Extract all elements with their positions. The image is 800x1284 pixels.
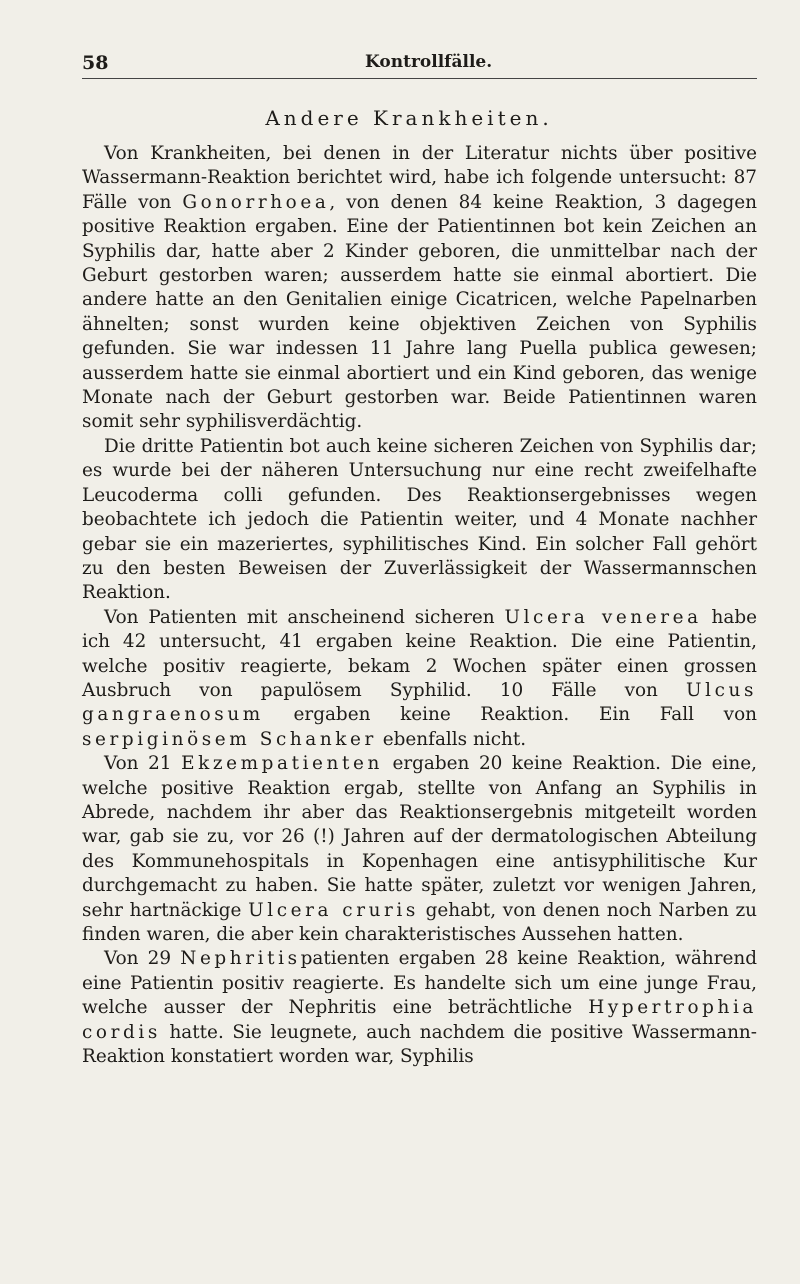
text-run: , von denen 84 keine Reaktion, 3 dagegen positive Reaktion ergaben. Eine der Patientinnen bot kein Zeichen an Syphilis dar, hatte aber 2 Kinder geboren, die unmittelbar nach der Geburt gestorben waren; ausserdem hatte sie einmal abortiert. Die andere hatte an den Genitalien einige Cicatricen, welche Papelnarben ähnelten; sonst wurden keine objektiven Zeichen von Syphilis gefunden. Sie war indessen 11 Jahre lang Puella publica gewesen; ausserdem hatte sie einmal abortiert und ein Kind geboren, das wenige Monate nach der Geburt gestorben war. Beide Patientinnen waren somit sehr syphilisverdächtig. (82, 191, 757, 433)
paragraph-ulcera (82, 606, 757, 752)
text-run: Von Krankheiten, bei denen in der Literatur nichts über positive Wassermann-Reaktion berichtet wird, habe ich folgende untersucht: 87 Fälle von (82, 143, 757, 213)
paragraph-gonorrhoea (82, 142, 757, 435)
body-text (82, 142, 757, 1069)
text-run: hatte. Sie leugnete, auch nachdem die positive Wassermann-Reaktion konstatiert worden war, Syphilis (82, 1021, 757, 1068)
spaced-term: serpiginösem Schanker (82, 728, 377, 750)
text-run: ebenfalls nicht. (376, 728, 527, 750)
running-head (82, 52, 757, 82)
spaced-term: Ekzempatienten (181, 753, 383, 775)
header-rule (82, 78, 757, 79)
paragraph-third-patient (82, 435, 757, 606)
spaced-term: Hypertrophia cordis (82, 997, 757, 1043)
running-head-title: Kontrollfälle. (365, 52, 493, 72)
paragraph-nephritis (82, 947, 757, 1069)
text-run: Die dritte Patientin bot auch keine sicheren Zeichen von Syphilis dar; es wurde bei der näheren Untersuchung nur eine recht zweifelhafte Leucoderma colli gefunden. Des Reaktionsergebnisses wegen beobachtete ich jedoch die Patientin weiter, und 4 Monate nachher gebar sie ein mazeriertes, syphilitisches Kind. Ein solcher Fall gehört zu den besten Beweisen der Zuverlässigkeit der Wassermannschen Reaktion. (82, 435, 757, 604)
text-run: habe ich 42 untersucht, 41 ergaben keine Reaktion. Die eine Patientin, welche positiv reagierte, bekam 2 Wochen später einen grossen Ausbruch von papulösem Syphilid. 10 Fälle von (82, 606, 758, 701)
spaced-term: Gonorrhoea (182, 191, 330, 213)
text-run: gehabt, von denen noch Narben zu finden waren, die aber kein charakteristisches Aussehen hatten. (82, 899, 758, 945)
text-run: ergaben 20 keine Reaktion. Die eine, welche positive Reaktion ergab, stellte von Anfang an Syphilis in Abrede, nachdem ihr aber das Reaktionsergebnis mitgeteilt worden war, gab sie zu, vor 26 (!) Jahren auf der dermatologischen Abteilung des Kommunehospitals in Kopenhagen eine antisyphilitische Kur durchgemacht zu haben. Sie hatte später, zuletzt vor wenigen Jahren, sehr hartnäckige (82, 753, 758, 921)
text-run: Von 29 (104, 948, 181, 970)
spaced-term: Ulcera cruris (248, 899, 419, 921)
text-run: ergaben keine Reaktion. Ein Fall von (263, 704, 757, 726)
spaced-term: Ulcus gangraenosum (82, 679, 757, 726)
text-run: Von 21 (104, 753, 182, 775)
page-number: 58 (82, 52, 109, 74)
paragraph-ekzem (82, 752, 757, 947)
text-run: Von Patienten mit anscheinend sicheren (104, 606, 505, 628)
spaced-term: Nephritis (180, 948, 301, 970)
section-heading: Andere Krankheiten. (265, 106, 553, 130)
text-run: patienten ergaben 28 keine Reaktion, während eine Patientin positiv reagierte. Es handelte sich um eine junge Frau, welche ausser der Nephritis eine beträchtliche (82, 948, 757, 1019)
spaced-term: Ulcera venerea (504, 606, 702, 628)
